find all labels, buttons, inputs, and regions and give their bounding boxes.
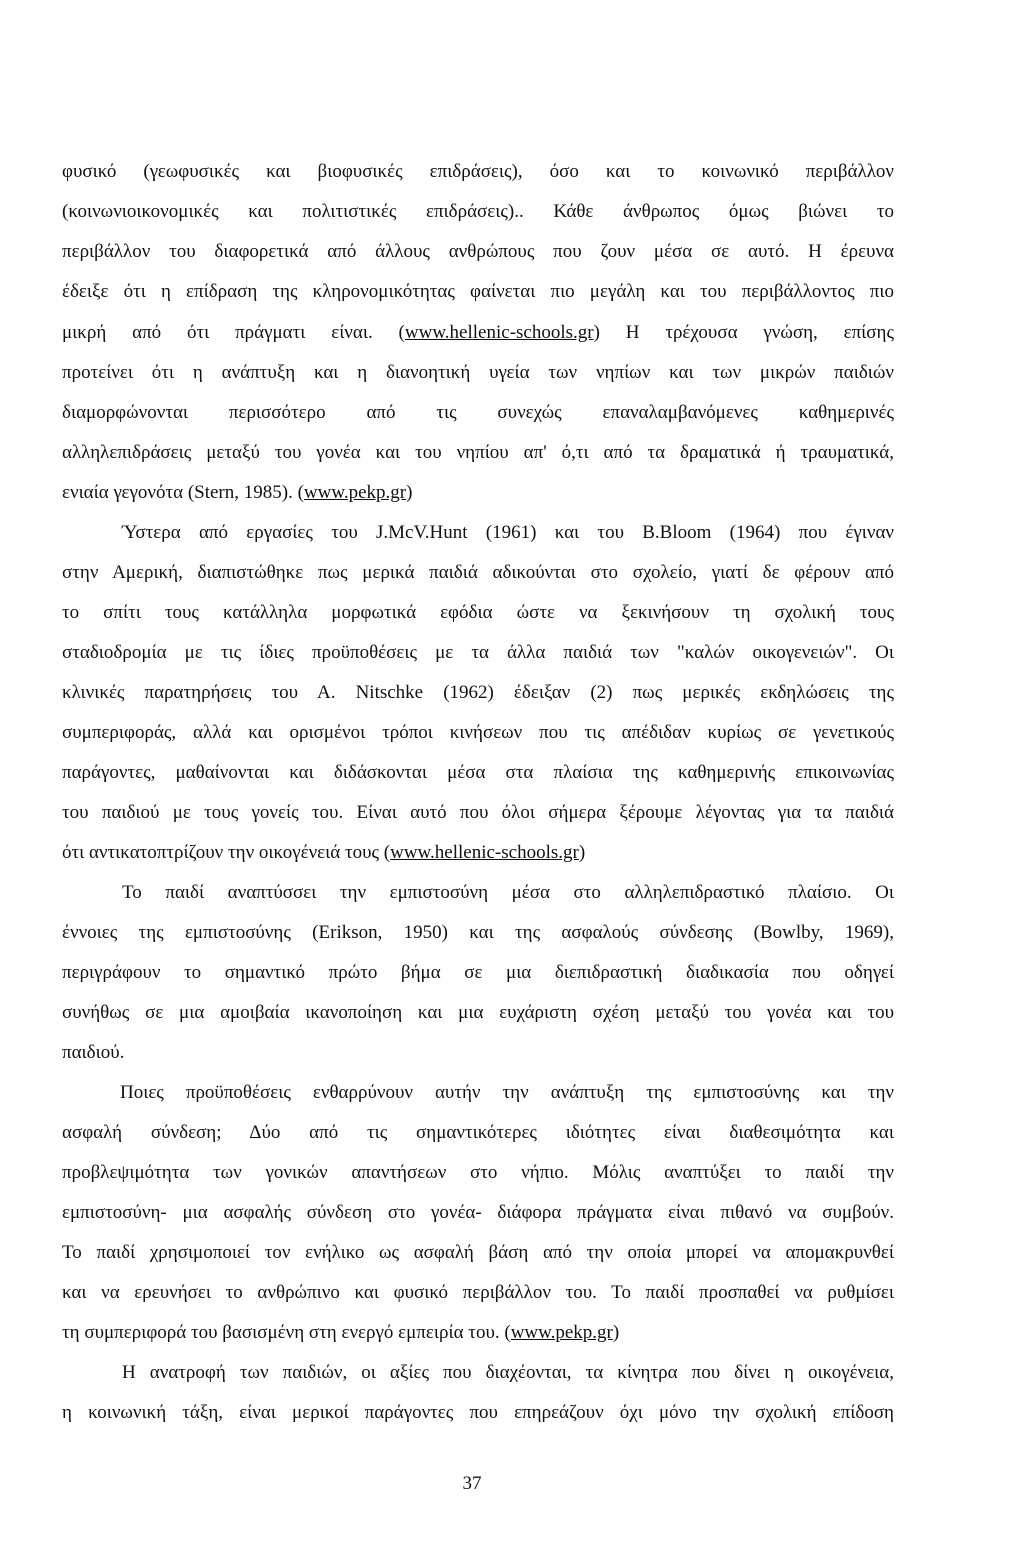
text-line: παράγοντες, μαθαίνονται και διδάσκονται μέσα στα πλαίσια της καθημερινής επικοινωνίας xyxy=(62,762,894,783)
text-segment: ) xyxy=(406,482,413,503)
text-line: Η ανατροφή των παιδιών, οι αξίες που διαχέονται, τα κίνητρα που δίνει η οικογένεια, xyxy=(122,1362,894,1383)
text-line xyxy=(62,841,894,865)
text-line: εμπιστοσύνη- μια ασφαλής σύνδεση στο γονέα- διάφορα πράγματα είναι πιθανό να συμβούν. xyxy=(62,1202,894,1223)
text-line: ασφαλή σύνδεση; Δύο από τις σημαντικότερες ιδιότητες είναι διαθεσιμότητα και xyxy=(62,1122,894,1143)
text-segment: ότι αντικατοπτρίζουν την οικογένειά τους ( xyxy=(62,842,391,863)
text-line: του παιδιού με τους γονείς του. Είναι αυτό που όλοι σήμερα ξέρουμε λέγοντας για τα παιδιά xyxy=(62,802,894,823)
text-line: αλληλεπιδράσεις μεταξύ του γονέα και του νηπίου απ' ό,τι από τα δραματικά ή τραυματικά, xyxy=(62,442,894,463)
text-line: η κοινωνική τάξη, είναι μερικοί παράγοντες που επηρεάζουν όχι μόνο την σχολική επίδοση xyxy=(62,1402,894,1423)
text-line: προβλεψιμότητα των γονικών απαντήσεων στο νήπιο. Μόλις αναπτύξει το παιδί την xyxy=(62,1162,894,1183)
text-line: παιδιού. xyxy=(62,1042,125,1063)
text-line: προτείνει ότι η ανάπτυξη και η διανοητική υγεία των νηπίων και των μικρών παιδιών xyxy=(62,362,894,383)
text-line: περιγράφουν το σημαντικό πρώτο βήμα σε μια διεπιδραστική διαδικασία που οδηγεί xyxy=(62,962,894,983)
text-line xyxy=(62,1321,894,1345)
text-line: στην Αμερική, διαπιστώθηκε πως μερικά παιδιά αδικούνται στο σχολείο, γιατί δε φέρουν από xyxy=(62,562,894,583)
text-line: Ποιες προϋποθέσεις ενθαρρύνουν αυτήν την ανάπτυξη της εμπιστοσύνης και την xyxy=(120,1082,894,1103)
text-segment: τη συμπεριφορά του βασισμένη στη ενεργό εμπειρία του. ( xyxy=(62,1322,511,1343)
text-line: διαμορφώνονται περισσότερο από τις συνεχώς επαναλαμβανόμενες καθημερινές xyxy=(62,402,894,423)
text-segment: ) xyxy=(578,842,586,863)
text-line: Το παιδί αναπτύσσει την εμπιστοσύνη μέσα στο αλληλεπιδραστικό πλαίσιο. Οι xyxy=(122,882,894,903)
text-line: (κοινωνιοικονομικές και πολιτιστικές επιδράσεις).. Κάθε άνθρωπος όμως βιώνει το xyxy=(62,201,894,222)
text-segment: ) xyxy=(612,1322,620,1343)
text-line: Ύστερα από εργασίες του J.McV.Hunt (1961) και του B.Bloom (1964) που έγιναν xyxy=(122,522,894,543)
text-line: περιβάλλον του διαφορετικά από άλλους ανθρώπους που ζουν μέσα σε αυτό. Η έρευνα xyxy=(62,241,894,262)
text-line xyxy=(62,481,894,505)
web-link[interactable]: www.hellenic-schools.gr xyxy=(404,322,594,343)
text-line: και να ερευνήσει το ανθρώπινο και φυσικό περιβάλλον του. Το παιδί προσπαθεί να ρυθμίσει xyxy=(62,1282,894,1303)
text-line: Το παιδί χρησιμοποιεί τον ενήλικο ως ασφαλή βάση από την οποία μπορεί να απομακρυνθεί xyxy=(62,1242,894,1263)
web-link[interactable]: www.pekp.gr xyxy=(510,1322,613,1343)
text-line: συμπεριφοράς, αλλά και ορισμένοι τρόποι κινήσεων που τις απέδιδαν κυρίως σε γενετικούς xyxy=(62,722,894,743)
text-line: συνήθως σε μια αμοιβαία ικανοποίηση και μια ευχάριστη σχέση μεταξύ του γονέα και του xyxy=(62,1002,894,1023)
text-segment: μικρή από ότι πράγματι είναι. ( xyxy=(62,322,405,343)
page-number: 37 xyxy=(462,1473,482,1494)
text-line: το σπίτι τους κατάλληλα μορφωτικά εφόδια ώστε να ξεκινήσουν τη σχολική τους xyxy=(62,602,894,623)
text-line: κλινικές παρατηρήσεις του Α. Nitschke (1962) έδειξαν (2) πως μερικές εκδηλώσεις της xyxy=(62,682,894,703)
text-line: φυσικό (γεωφυσικές και βιοφυσικές επιδράσεις), όσο και το κοινωνικό περιβάλλον xyxy=(62,161,894,182)
web-link[interactable]: www.pekp.gr xyxy=(303,482,407,503)
text-line: έδειξε ότι η επίδραση της κληρονομικότητας φαίνεται πιο μεγάλη και του περιβάλλοντος πιο xyxy=(62,281,894,302)
text-segment: ενιαία γεγονότα (Stern, 1985). ( xyxy=(62,482,304,503)
text-line: σταδιοδρομία με τις ίδιες προϋποθέσεις με τα άλλα παιδιά των "καλών οικογενειών". Οι xyxy=(62,642,894,663)
text-segment: ) Η τρέχουσα γνώση, επίσης xyxy=(593,322,894,343)
web-link[interactable]: www.hellenic-schools.gr xyxy=(390,842,579,863)
text-line xyxy=(62,321,894,345)
text-line: έννοιες της εμπιστοσύνης (Erikson, 1950) και της ασφαλούς σύνδεσης (Bowlby, 1969), xyxy=(62,922,894,943)
